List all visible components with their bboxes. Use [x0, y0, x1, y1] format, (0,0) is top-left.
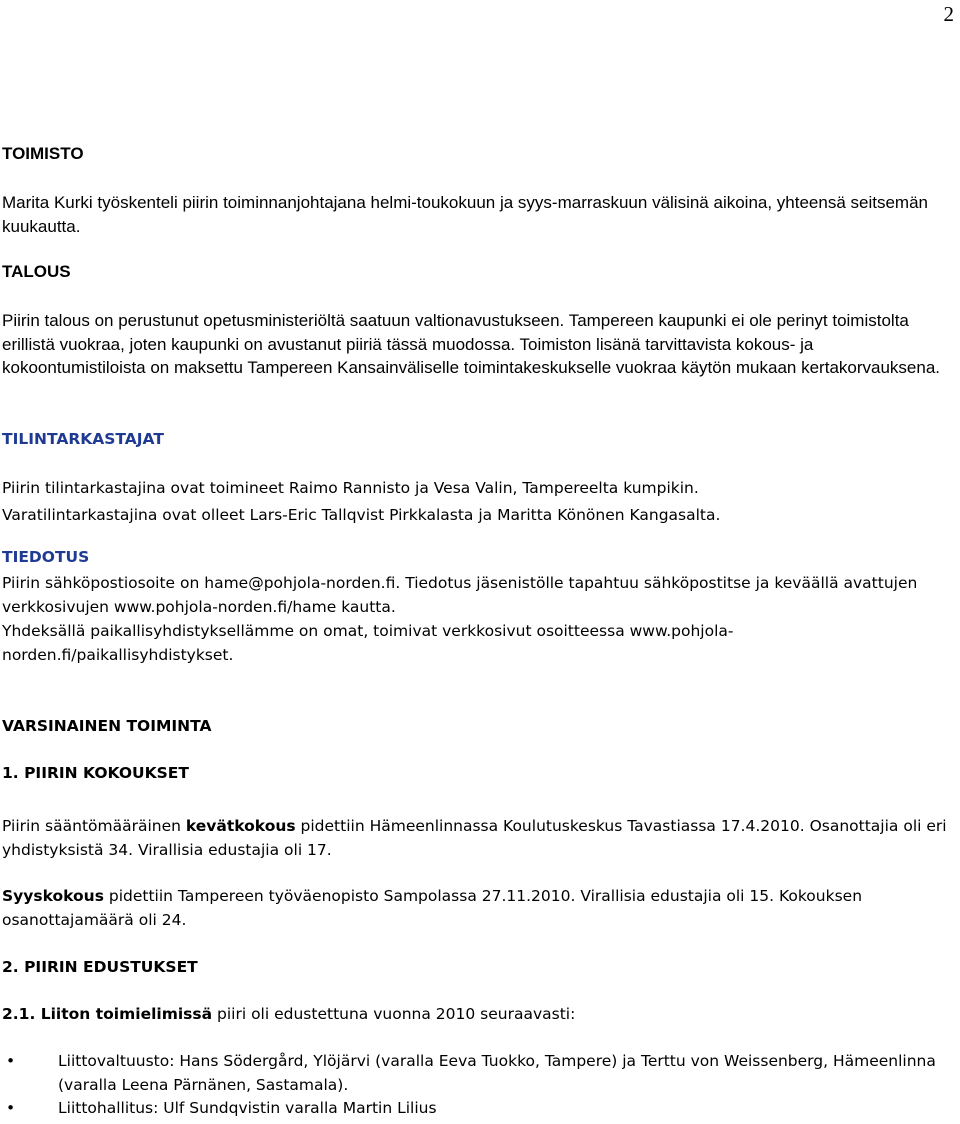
liiton-toimielimet-paragraph: [2, 1003, 950, 1027]
heading-piirin-edustukset: 2. PIIRIN EDUSTUKSET: [2, 958, 198, 976]
kevatkokous-paragraph: [2, 815, 950, 862]
list-item-text: Liittovaltuusto: Hans Södergård, Ylöjärvi (varalla Eeva Tuokko, Tampere) ja Terttu von Weissenberg, Hämeenlinna (varalla Leena Pärnänen, Sastamala).: [58, 1052, 936, 1094]
heading-tilintarkastajat: TILINTARKASTAJAT: [2, 430, 164, 448]
edustukset-list: [0, 1050, 950, 1121]
kevatkokous-pre: Piirin sääntömääräinen: [2, 817, 186, 835]
tilintarkastajat-line-1: Piirin tilintarkastajina ovat toimineet Raimo Rannisto ja Vesa Valin, Tampereelta kumpikin.: [2, 479, 699, 497]
tilintarkastajat-line-2: Varatilintarkastajina ovat olleet Lars-Eric Tallqvist Pirkkalasta ja Maritta Könönen Kangasalta.: [2, 506, 721, 524]
bullet-icon: •: [6, 1052, 16, 1070]
list-item: [0, 1097, 950, 1121]
heading-toimisto: TOIMISTO: [2, 144, 84, 163]
tiedotus-paragraph-2: Yhdeksällä paikallisyhdistyksellämme on omat, toimivat verkkosivut osoitteessa www.pohjola-norden.fi/paikallisyhdistykset.: [2, 622, 734, 664]
toimisto-text: Marita Kurki työskenteli piirin toiminnanjohtajana helmi-toukokuun ja syys-marraskuun välisinä aikoina, yhteensä seitsemän kuukautta.: [2, 193, 929, 236]
page-number: 2: [943, 2, 954, 26]
heading-varsinainen-toiminta: VARSINAINEN TOIMINTA: [2, 717, 212, 735]
heading-piirin-kokoukset: 1. PIIRIN KOKOUKSET: [2, 764, 189, 782]
liiton-toimielimet-label: 2.1. Liiton toimielimissä: [2, 1005, 213, 1023]
talous-text: Piirin talous on perustunut opetusministeriöltä saatuun valtionavustukseen. Tampereen kaupunki ei ole perinyt toimistolta erillistä vuokraa, joten kaupunki on avustanut piiriä tässä muodossa. Toimiston lisänä tarvittavista kokous- ja kokoontumistiloista on maksettu Tampereen Kansainväliselle toimintakeskukselle vuokraa käytön mukaan kertakorvauksena.: [2, 311, 941, 377]
kevatkokous-label: kevätkokous: [185, 817, 296, 835]
tiedotus-paragraph-1: Piirin sähköpostiosoite on hame@pohjola-norden.fi. Tiedotus jäsenistölle tapahtuu sähköpostitse ja keväällä avattujen verkkosivujen www.pohjola-norden.fi/hame kautta.: [2, 574, 918, 616]
liiton-toimielimet-post: piiri oli edustettuna vuonna 2010 seuraavasti:: [212, 1005, 576, 1023]
list-item-text: Liittohallitus: Ulf Sundqvistin varalla Martin Lilius: [58, 1099, 437, 1117]
syyskokous-paragraph: [2, 885, 950, 932]
kevatkokous-post: pidettiin Hämeenlinnassa Koulutuskeskus Tavastiassa 17.4.2010. Osanottajia oli eri yhdistyksistä 34. Virallisia edustajia oli 17.: [2, 817, 947, 859]
syyskokous-post: pidettiin Tampereen työväenopisto Sampolassa 27.11.2010. Virallisia edustajia oli 15. Kokouksen osanottajamäärä oli 24.: [2, 887, 863, 929]
list-item: [0, 1050, 950, 1097]
bullet-icon: •: [6, 1099, 16, 1117]
syyskokous-label: Syyskokous: [2, 887, 104, 905]
heading-talous: TALOUS: [2, 262, 71, 281]
heading-tiedotus: TIEDOTUS: [2, 548, 90, 566]
